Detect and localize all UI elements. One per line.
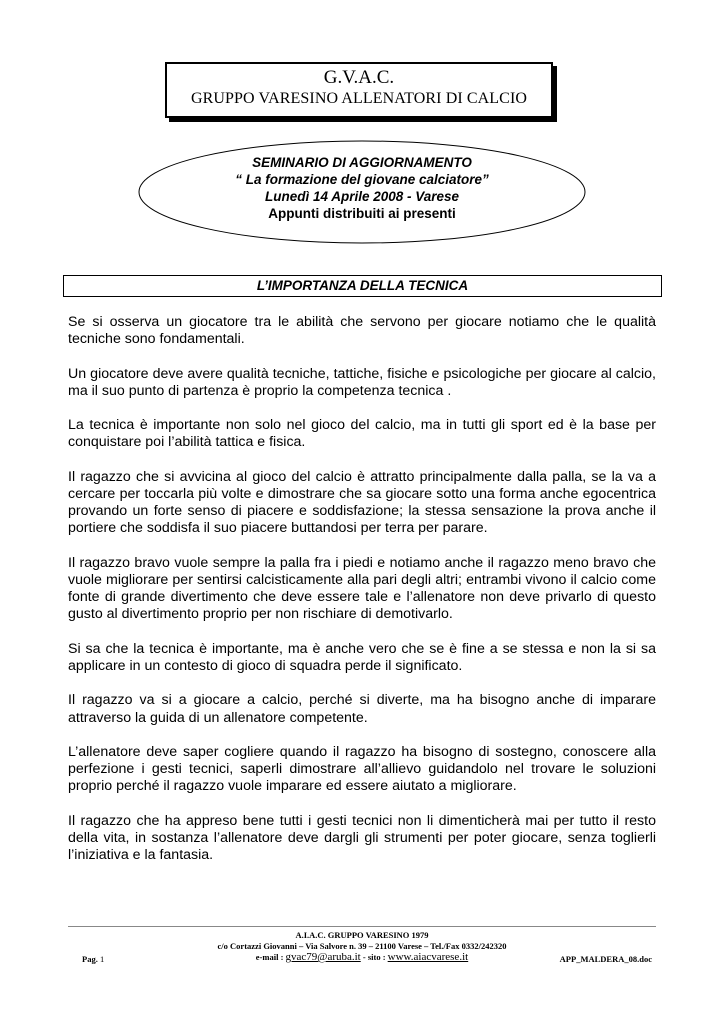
document-filename: APP_MALDERA_08.doc <box>559 954 652 964</box>
footer-org: A.I.A.C. GRUPPO VARESINO 1979 <box>295 930 429 940</box>
email-link[interactable]: gvac79@aruba.it <box>285 951 361 963</box>
seminar-heading: SEMINARIO DI AGGIORNAMENTO <box>252 155 472 170</box>
page-indicator <box>82 954 104 965</box>
email-label: e-mail : <box>255 952 286 962</box>
page-label: Pag. <box>82 954 100 964</box>
site-label: - sito : <box>360 952 388 962</box>
paragraph: Un giocatore deve avere qualità tecniche, tattiche, fisiche e psicologiche per giocare al calcio, ma il suo punto di partenza è proprio la competenza tecnica . <box>68 365 656 399</box>
paragraph: Si sa che la tecnica è importante, ma è anche vero che se è fine a se stessa e non la si sa applicare in un contesto di gioco di squadra perde il significato. <box>68 640 656 674</box>
footer-address: c/o Cortazzi Giovanni – Via Salvore n. 39 – 21100 Varese – Tel./Fax 0332/242320 <box>217 941 507 951</box>
seminar-date: Lunedì 14 Aprile 2008 - Varese <box>264 189 460 204</box>
footer <box>68 930 656 966</box>
paragraph: Se si osserva un giocatore tra le abilità che servono per giocare notiamo che le qualità tecniche sono fondamentali. <box>68 314 656 348</box>
site-link[interactable]: www.aiacvarese.it <box>387 951 469 963</box>
footer-contact-row <box>68 952 656 966</box>
paragraph: L’allenatore deve saper cogliere quando il ragazzo ha bisogno di sostegno, conoscere alla perfezione i gesti tecnici, saperli dimostrare all’allievo guidandolo nel trovare le soluzioni proprio perché il ragazzo vuole imparare ed essere aiutato a migliorare. <box>68 743 656 795</box>
header-subtitle: GRUPPO VARESINO ALLENATORI DI CALCIO <box>190 90 528 107</box>
paragraph: Il ragazzo bravo vuole sempre la palla fra i piedi e notiamo anche il ragazzo meno bravo che vuole migliorare per sentirsi calcisticamente alla pari degli altri; entrambi vivono il calcio come fonte di grande divertimento che deve essere tale e l’allenatore non deve privarlo di questo gusto al divertimento proprio per non rischiare di demotivarlo. <box>68 554 656 623</box>
seminar-info <box>137 154 587 222</box>
body-text <box>68 314 656 882</box>
paragraph: Il ragazzo che si avvicina al gioco del calcio è attratto principalmente dalla palla, se la va a cercare per toccarla più volte e dimostrare che sa giocare sotto una forma anche egocentrica provando un forte senso di piacere e soddisfazione; la stessa sensazione la prova anche il portiere che soddisfa il suo piacere buttandosi per terra per parare. <box>68 468 656 537</box>
paragraph: Il ragazzo va si a giocare a calcio, perché si diverte, ma ha bisogno anche di imparare attraverso la guida di un allenatore competente. <box>68 692 656 726</box>
seminar-ellipse <box>137 139 587 245</box>
section-title: L’IMPORTANZA DELLA TECNICA <box>63 275 662 297</box>
header-box <box>165 62 553 118</box>
header-title: G.V.A.C. <box>323 67 395 88</box>
seminar-note: Appunti distribuiti ai presenti <box>268 206 456 221</box>
paragraph: Il ragazzo che ha appreso bene tutti i gesti tecnici non li dimenticherà mai per tutto il resto della vita, in sostanza l’allenatore deve dargli gli strumenti per poter giocare, senza toglierli l’iniziativa e la fantasia. <box>68 812 656 864</box>
page-number: 1 <box>99 954 105 964</box>
seminar-topic: “ La formazione del giovane calciatore” <box>235 172 489 187</box>
footer-divider <box>68 926 656 927</box>
paragraph: La tecnica è importante non solo nel gioco del calcio, ma in tutti gli sport ed è la base per conquistare poi l’abilità tattica e fisica. <box>68 417 656 451</box>
